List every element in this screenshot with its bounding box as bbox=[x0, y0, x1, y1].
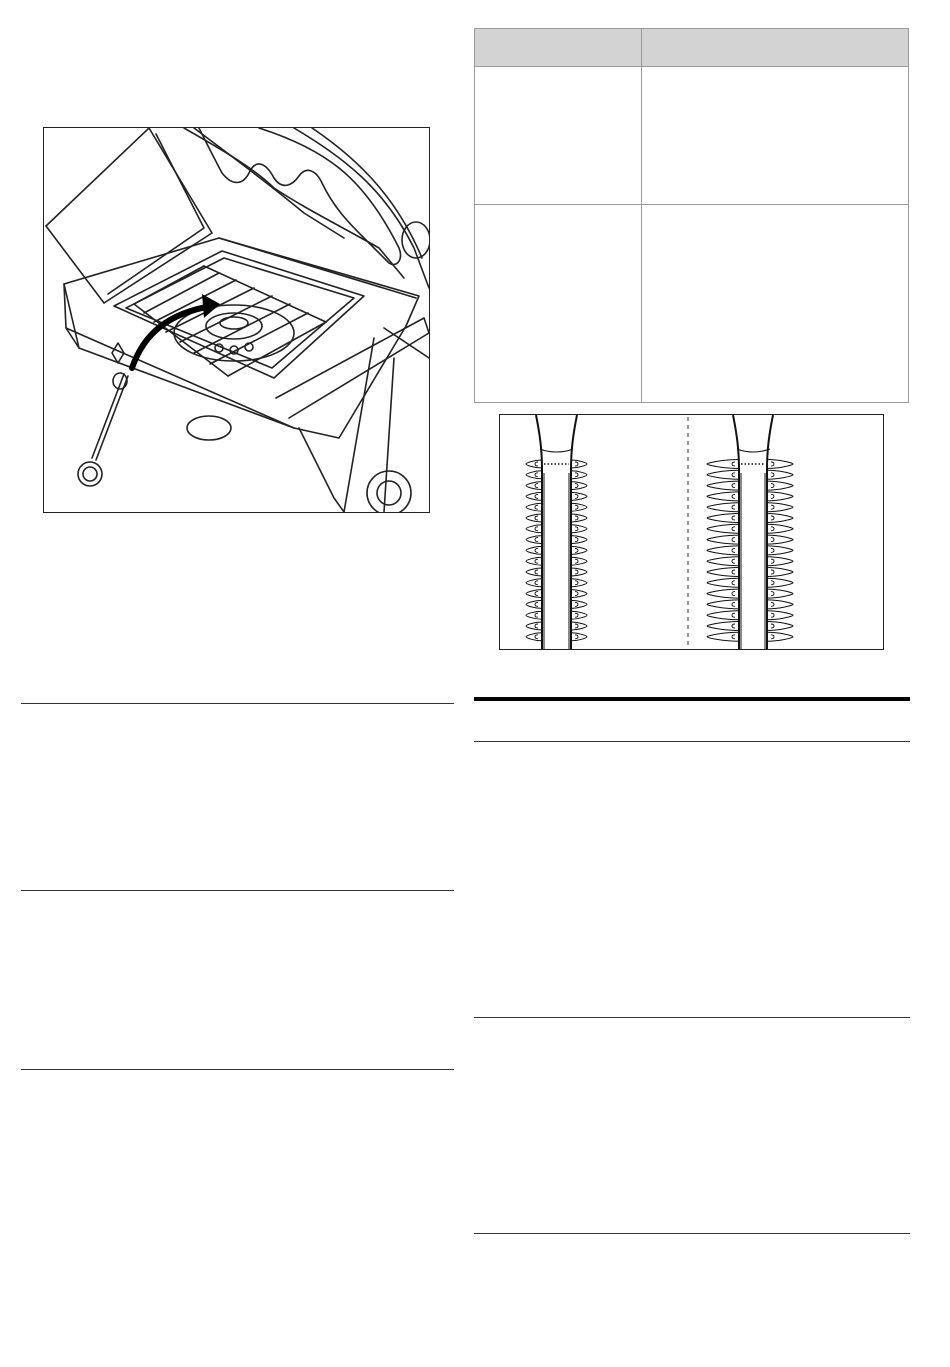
flame-mark bbox=[707, 524, 739, 533]
flame-mark bbox=[707, 578, 739, 587]
flame-inner-mark bbox=[535, 505, 538, 509]
flame-mark bbox=[526, 611, 542, 619]
flame-mark bbox=[767, 460, 793, 469]
flame-mark bbox=[767, 546, 793, 555]
flame-mark bbox=[571, 600, 587, 608]
flame-mark bbox=[571, 482, 587, 490]
table-cell bbox=[475, 205, 642, 403]
flame-inner-mark bbox=[575, 602, 578, 606]
flame-inner-mark bbox=[732, 592, 735, 596]
flame-mark bbox=[571, 611, 587, 619]
flame-inner-mark bbox=[771, 592, 774, 596]
flame-inner-mark bbox=[575, 473, 578, 477]
flame-inner-mark bbox=[575, 494, 578, 498]
flame-inner-mark bbox=[575, 462, 578, 466]
flame-inner-mark bbox=[732, 538, 735, 542]
flame-inner-mark bbox=[535, 516, 538, 520]
flame-mark bbox=[571, 492, 587, 500]
flame-mark bbox=[767, 589, 793, 598]
flame-inner-mark bbox=[732, 570, 735, 574]
flame-mark bbox=[571, 460, 587, 468]
flame-mark bbox=[526, 492, 542, 500]
flame-mark bbox=[526, 600, 542, 608]
flame-mark bbox=[571, 546, 587, 554]
flame-inner-mark bbox=[575, 484, 578, 488]
flame-inner-mark bbox=[771, 484, 774, 488]
flame-inner-mark bbox=[575, 570, 578, 574]
flame-mark bbox=[707, 568, 739, 577]
flame-group-left bbox=[526, 460, 587, 641]
flame-inner-mark bbox=[771, 602, 774, 606]
flame-mark bbox=[526, 503, 542, 511]
flame-inner-mark bbox=[771, 548, 774, 552]
flame-inner-mark bbox=[535, 581, 538, 585]
left-section-divider-1 bbox=[21, 703, 454, 704]
flame-mark bbox=[767, 568, 793, 577]
flame-mark bbox=[707, 460, 739, 469]
flame-mark bbox=[767, 481, 793, 490]
flame-inner-mark bbox=[732, 462, 735, 466]
flame-mark bbox=[707, 503, 739, 512]
flame-inner-mark bbox=[535, 538, 538, 542]
flame-inner-mark bbox=[535, 592, 538, 596]
flame-inner-mark bbox=[535, 548, 538, 552]
flame-mark bbox=[526, 557, 542, 565]
flame-inner-mark bbox=[771, 635, 774, 639]
flame-inner-mark bbox=[535, 635, 538, 639]
flame-mark bbox=[526, 471, 542, 479]
flame-inner-mark bbox=[575, 592, 578, 596]
flame-inner-mark bbox=[732, 559, 735, 563]
flame-inner-mark bbox=[771, 462, 774, 466]
flame-mark bbox=[571, 514, 587, 522]
flame-mark bbox=[571, 503, 587, 511]
flame-mark bbox=[707, 557, 739, 566]
flame-inner-mark bbox=[575, 635, 578, 639]
table-row bbox=[475, 67, 909, 205]
flame-inner-mark bbox=[535, 473, 538, 477]
flame-mark bbox=[707, 514, 739, 523]
flame-mark bbox=[571, 579, 587, 587]
grill-illustration bbox=[43, 127, 430, 513]
flame-mark bbox=[526, 460, 542, 468]
flame-inner-mark bbox=[732, 484, 735, 488]
flame-mark bbox=[707, 546, 739, 555]
flame-inner-mark bbox=[771, 473, 774, 477]
flame-inner-mark bbox=[732, 516, 735, 520]
flame-mark bbox=[707, 470, 739, 479]
right-section-divider-2 bbox=[474, 1017, 910, 1018]
flame-inner-mark bbox=[535, 484, 538, 488]
flame-inner-mark bbox=[732, 624, 735, 628]
flame-inner-mark bbox=[771, 570, 774, 574]
flame-mark bbox=[707, 589, 739, 598]
flame-mark bbox=[526, 590, 542, 598]
flame-mark bbox=[707, 632, 739, 641]
flame-mark bbox=[571, 590, 587, 598]
flame-mark bbox=[767, 503, 793, 512]
table-cell bbox=[642, 67, 909, 205]
flame-inner-mark bbox=[771, 538, 774, 542]
flame-mark bbox=[571, 633, 587, 641]
flame-mark bbox=[707, 535, 739, 544]
flame-inner-mark bbox=[535, 462, 538, 466]
flame-inner-mark bbox=[732, 505, 735, 509]
flame-mark bbox=[767, 492, 793, 501]
burner-tube-right bbox=[733, 415, 773, 649]
burner-flame-diagram bbox=[499, 414, 884, 650]
flame-mark bbox=[526, 514, 542, 522]
flame-inner-mark bbox=[771, 494, 774, 498]
flame-mark bbox=[767, 524, 793, 533]
table-cell bbox=[642, 205, 909, 403]
flame-inner-mark bbox=[732, 527, 735, 531]
table-row bbox=[475, 205, 909, 403]
flame-mark bbox=[526, 622, 542, 630]
flame-inner-mark bbox=[535, 527, 538, 531]
right-section-top-rule bbox=[474, 697, 910, 701]
flame-mark bbox=[767, 578, 793, 587]
flame-inner-mark bbox=[575, 613, 578, 617]
flame-group-right bbox=[707, 460, 793, 642]
flame-inner-mark bbox=[732, 473, 735, 477]
flame-mark bbox=[767, 514, 793, 523]
flame-mark bbox=[526, 482, 542, 490]
flame-inner-mark bbox=[535, 570, 538, 574]
flame-mark bbox=[707, 492, 739, 501]
flame-mark bbox=[767, 611, 793, 620]
flame-mark bbox=[767, 632, 793, 641]
left-section-divider-3 bbox=[21, 1069, 454, 1070]
right-section-divider-3 bbox=[474, 1233, 910, 1234]
side-burner-lighting-icon bbox=[44, 128, 429, 512]
flame-inner-mark bbox=[575, 581, 578, 585]
flame-inner-mark bbox=[771, 581, 774, 585]
flame-inner-mark bbox=[732, 613, 735, 617]
flame-inner-mark bbox=[575, 559, 578, 563]
data-table bbox=[474, 28, 909, 403]
flame-inner-mark bbox=[575, 516, 578, 520]
flame-inner-mark bbox=[575, 548, 578, 552]
flame-inner-mark bbox=[535, 624, 538, 628]
flame-inner-mark bbox=[732, 581, 735, 585]
table-header-cell bbox=[642, 29, 909, 67]
flame-inner-mark bbox=[535, 602, 538, 606]
flame-mark bbox=[571, 471, 587, 479]
flame-mark bbox=[767, 557, 793, 566]
flame-mark bbox=[571, 622, 587, 630]
flame-mark bbox=[767, 622, 793, 631]
flame-mark bbox=[707, 622, 739, 631]
flame-mark bbox=[571, 536, 587, 544]
flame-mark bbox=[526, 536, 542, 544]
flame-inner-mark bbox=[732, 602, 735, 606]
right-section-divider-1 bbox=[474, 741, 910, 742]
flame-inner-mark bbox=[771, 505, 774, 509]
flame-inner-mark bbox=[771, 613, 774, 617]
table-header-row bbox=[475, 29, 909, 67]
flame-inner-mark bbox=[771, 516, 774, 520]
flame-mark bbox=[767, 535, 793, 544]
burner-flame-pattern-icon bbox=[500, 415, 883, 649]
flame-inner-mark bbox=[771, 559, 774, 563]
flame-inner-mark bbox=[771, 527, 774, 531]
flame-mark bbox=[767, 470, 793, 479]
flame-mark bbox=[526, 568, 542, 576]
flame-mark bbox=[571, 568, 587, 576]
flame-mark bbox=[526, 579, 542, 587]
flame-inner-mark bbox=[771, 624, 774, 628]
flame-mark bbox=[526, 525, 542, 533]
flame-mark bbox=[707, 600, 739, 609]
flame-inner-mark bbox=[575, 624, 578, 628]
flame-mark bbox=[571, 525, 587, 533]
flame-inner-mark bbox=[732, 635, 735, 639]
flame-mark bbox=[571, 557, 587, 565]
table-header-cell bbox=[475, 29, 642, 67]
flame-inner-mark bbox=[535, 613, 538, 617]
table-cell bbox=[475, 67, 642, 205]
flame-inner-mark bbox=[575, 505, 578, 509]
burner-tube-left bbox=[536, 415, 577, 649]
flame-inner-mark bbox=[535, 494, 538, 498]
flame-inner-mark bbox=[575, 527, 578, 531]
left-section-divider-2 bbox=[21, 890, 454, 891]
flame-mark bbox=[707, 481, 739, 490]
flame-mark bbox=[526, 633, 542, 641]
flame-mark bbox=[526, 546, 542, 554]
flame-inner-mark bbox=[535, 559, 538, 563]
flame-mark bbox=[767, 600, 793, 609]
flame-inner-mark bbox=[732, 548, 735, 552]
flame-inner-mark bbox=[732, 494, 735, 498]
flame-inner-mark bbox=[575, 538, 578, 542]
flame-mark bbox=[707, 611, 739, 620]
